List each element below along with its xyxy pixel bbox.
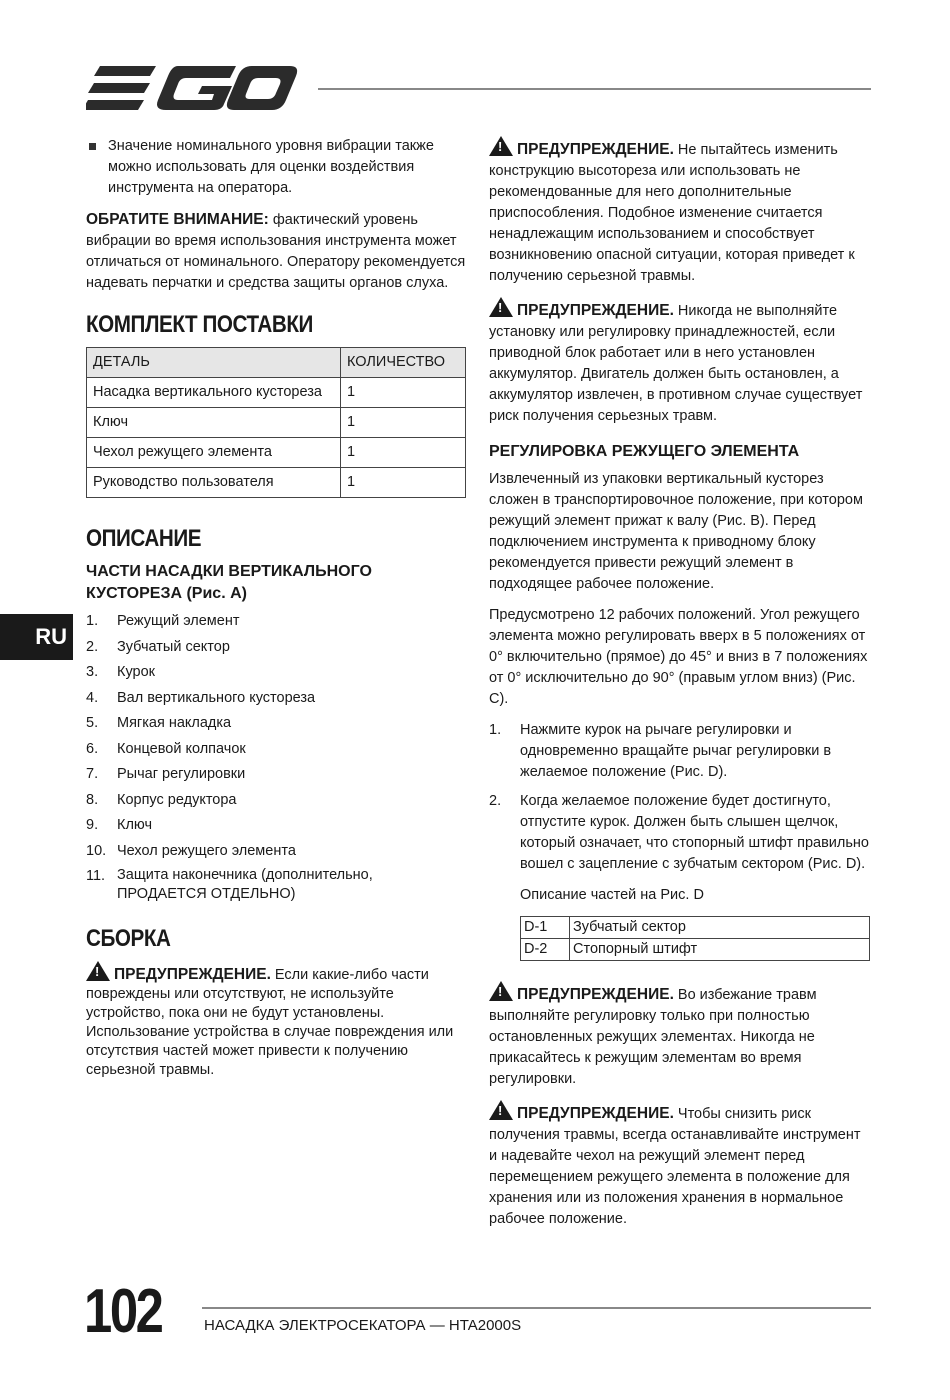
list-item <box>86 866 466 904</box>
warning-text: Во избежание травм выполняйте регулировку только при полностью остановленных режущих элементах. Никогда не прикасайтесь к режущим элементам во время регулировки. <box>489 987 817 1087</box>
page-number: 102 <box>84 1277 162 1346</box>
kit-table <box>86 347 466 498</box>
language-tab <box>0 614 73 660</box>
list-item-text: Курок <box>117 664 156 680</box>
kit-title: КОМПЛЕКТ ПОСТАВКИ <box>86 311 313 338</box>
warning-icon <box>489 136 513 156</box>
note-paragraph <box>86 209 466 294</box>
parts-list <box>86 611 466 904</box>
list-item-number: 9. <box>86 817 99 833</box>
parts-subtitle: ЧАСТИ НАСАДКИ ВЕРТИКАЛЬНОГО КУСТОРЕЗА (Рис. А) <box>86 563 372 602</box>
assembly-title: СБОРКА <box>86 925 171 952</box>
list-item-number: 11. <box>86 868 106 884</box>
kit-qty: 1 <box>341 378 466 408</box>
kit-part: Насадка вертикального кустореза <box>87 378 341 408</box>
table-row <box>521 917 870 939</box>
list-item-text: Чехол режущего элемента <box>117 842 296 859</box>
figure-value: Стопорный штифт <box>570 939 870 961</box>
list-item-text: Корпус редуктора <box>117 791 237 808</box>
list-item-number: 1. <box>86 613 99 629</box>
vibration-bullet-text: Значение номинального уровня вибрации также можно использовать для оценки воздействия инструмента на оператора. <box>108 138 434 196</box>
adjust-paragraph-1: Извлеченный из упаковки вертикальный кусторез сложен в транспортировочное положение, при котором режущий элемент прижат к валу (Рис. B). Перед подключением инструмента к приводному блоку рекомендуется привести режущий элемент в подходящее рабочее положение. <box>489 471 863 592</box>
kit-qty: 1 <box>341 438 466 468</box>
figure-d-table <box>520 916 870 961</box>
kit-part: Ключ <box>87 408 341 438</box>
figure-key: D-1 <box>521 917 570 939</box>
footer-title: НАСАДКА ЭЛЕКТРОСЕКАТОРА — HTA2000S <box>204 1317 522 1334</box>
list-item <box>86 713 466 734</box>
warning-stopped-blades <box>489 981 872 1090</box>
footer-rule <box>202 1307 871 1309</box>
list-item <box>86 764 466 785</box>
table-row <box>87 378 466 408</box>
list-item-number: 8. <box>86 791 99 808</box>
vibration-bullet <box>86 136 466 209</box>
list-item-text: Режущий элемент <box>117 613 240 629</box>
list-item-text: Когда желаемое положение будет достигнуто, отпустите курок. Должен быть слышен щелчок, который означает, что стопорный штифт правильно вошел с зацепление с зубчатым сектором (Рис. D). <box>520 793 869 872</box>
note-text: фактический уровень вибрации во время использования инструмента может отличаться от номинального. Оператору рекомендуется надевать перчатки и средства защиты органов слуха. <box>86 212 466 291</box>
kit-qty: 1 <box>341 408 466 438</box>
list-item-number: 2. <box>86 638 99 655</box>
list-item <box>489 791 872 875</box>
language-tab-label: RU <box>35 624 67 649</box>
warning-icon <box>489 981 513 1001</box>
warning-label: ПРЕДУПРЕЖДЕНИЕ. <box>517 986 674 1003</box>
adjust-paragraph-2: Предусмотрено 12 рабочих положений. Угол режущего элемента можно регулировать вверх в 5 положениях от 0° включительно (прямое) до 45° и вниз в 7 положениях от 0° исключительно до 90° (правым углом вниз) (Рис. C). <box>489 607 868 707</box>
list-item-text: Нажмите курок на рычаге регулировки и одновременно вращайте рычаг регулировки в желаемое положение (Рис. D). <box>520 722 832 780</box>
list-item <box>86 611 466 632</box>
kit-table-header <box>87 348 466 378</box>
assembly-warning <box>86 961 466 1080</box>
warning-label: ПРЕДУПРЕЖДЕНИЕ. <box>517 302 674 319</box>
table-row <box>87 468 466 498</box>
description-title: ОПИСАНИЕ <box>86 525 202 552</box>
list-item <box>86 815 466 836</box>
list-item-number: 3. <box>86 664 99 680</box>
warning-label: ПРЕДУПРЕЖДЕНИЕ. <box>517 1105 674 1122</box>
adjust-title: РЕГУЛИРОВКА РЕЖУЩЕГО ЭЛЕМЕНТА <box>489 443 800 460</box>
list-item-text: Защита наконечника (дополнительно, ПРОДАЕТСЯ ОТДЕЛЬНО) <box>117 867 373 902</box>
list-item <box>86 637 466 658</box>
list-item <box>489 720 872 783</box>
warning-icon <box>489 1100 513 1120</box>
list-item-text: Концевой колпачок <box>117 740 246 757</box>
adjust-steps <box>489 720 872 875</box>
list-item <box>86 688 466 709</box>
warning-modification <box>489 136 872 287</box>
list-item <box>86 841 466 862</box>
list-item-number: 7. <box>86 766 99 782</box>
kit-part: Чехол режущего элемента <box>87 438 341 468</box>
figure-value: Зубчатый сектор <box>570 917 870 939</box>
kit-col-qty: КОЛИЧЕСТВО <box>341 348 466 378</box>
list-item-number: 2. <box>489 793 502 809</box>
warning-text: Чтобы снизить риск получения травмы, всегда останавливайте инструмент и надевайте чехол на режущий элемент перед перемещением режущего элемента в положение для хранения или из положения хранения в нормальное рабочее положение. <box>489 1106 861 1227</box>
note-label: ОБРАТИТЕ ВНИМАНИЕ: <box>86 211 269 228</box>
table-row <box>87 408 466 438</box>
warning-storage <box>489 1100 872 1230</box>
kit-part: Руководство пользователя <box>87 468 341 498</box>
warning-label: ПРЕДУПРЕЖДЕНИЕ. <box>517 141 674 158</box>
list-item-number: 10. <box>86 842 107 859</box>
list-item-text: Рычаг регулировки <box>117 766 246 782</box>
figure-key: D-2 <box>521 939 570 961</box>
header-rule <box>318 88 871 90</box>
list-item-number: 1. <box>489 722 502 738</box>
warning-text: Если какие-либо части повреждены или отсутствуют, не используйте устройство, пока они не будут установлены. Использование устройства в случае повреждения или отсутствия частей может привести к получению серьезной травмы. <box>86 967 454 1078</box>
list-item <box>86 790 466 811</box>
list-item <box>86 739 466 760</box>
list-item <box>86 662 466 683</box>
right-column <box>489 136 872 1240</box>
ego-logo <box>86 62 298 114</box>
kit-col-part: ДЕТАЛЬ <box>87 348 341 378</box>
warning-text: Никогда не выполняйте установку или регулировку принадлежностей, если приводной блок работает или в него установлен аккумулятор. Двигатель должен быть остановлен, а аккумулятор извлечен, в противном случае существует риск получения серьезных травм. <box>489 303 863 424</box>
table-row <box>87 438 466 468</box>
warning-text: Не пытайтесь изменить конструкцию высотореза или использовать не рекомендованные для него дополнительные приспособления. Подобное изменение считается ненадлежащим использованием и способствует возникновению опасной ситуации, которая приведет к получению серьезной травмы. <box>489 142 855 284</box>
warning-icon <box>489 297 513 317</box>
list-item-text: Вал вертикального кустореза <box>117 689 316 706</box>
warning-icon <box>86 961 110 981</box>
list-item-number: 5. <box>86 715 99 731</box>
bullet-square-icon <box>89 143 96 150</box>
figure-caption: Описание частей на Рис. D <box>520 887 704 903</box>
left-column <box>86 136 466 1090</box>
list-item-number: 6. <box>86 740 99 757</box>
list-item-text: Мягкая накладка <box>117 715 232 731</box>
table-row <box>521 939 870 961</box>
list-item-text: Зубчатый сектор <box>117 638 230 655</box>
warning-installation <box>489 297 872 427</box>
kit-qty: 1 <box>341 468 466 498</box>
warning-label: ПРЕДУПРЕЖДЕНИЕ. <box>114 966 271 983</box>
list-item-text: Ключ <box>117 817 153 833</box>
list-item-number: 4. <box>86 689 99 706</box>
